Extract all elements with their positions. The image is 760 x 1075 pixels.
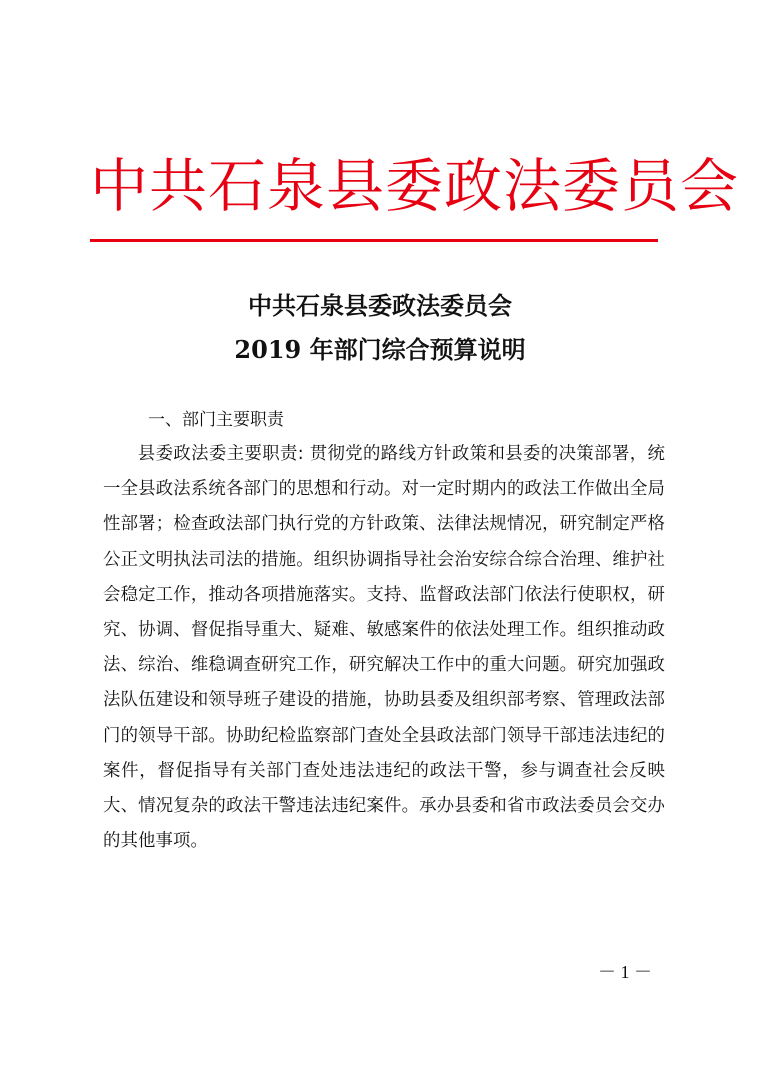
document-title-line-2: 2019 年部门综合预算说明 xyxy=(234,335,526,364)
red-divider-line xyxy=(90,239,658,242)
red-header-title: 中共石泉县委政法委员会 xyxy=(90,152,740,220)
document-title-line-1: 中共石泉县委政法委员会 xyxy=(248,291,512,320)
section-body-paragraph: 县委政法委主要职责: 贯彻党的路线方针政策和县委的决策部署，统一全县政法系统各部门的思想和行动。对一定时期内的政法工作做出全局性部署；检查政法部门执行党的方针政策、法律法规情况，研究制定严格公正文明执法司法的措施。组织协调指导社会治安综合综合治理、维护社会稳定工作，推动各项措施落实。支持、监督政法部门依法行使职权，研究、协调、督促指导重大、疑难、敏感案件的依法处理工作。组织推动政法、综治、维稳调查研究工作，研究解决工作中的重大问题。研究加强政法队伍建设和领导班子建设的措施，协助县委及组织部考察、管理政法部门的领导干部。协助纪检监察部门查处全县政法部门领导干部违法违纪的案件，督促指导有关部门查处违法违纪的政法干警，参与调查社会反映大、情况复杂的政法干警违法违纪案件。承办县委和省市政法委员会交办的其他事项。 xyxy=(103,444,665,852)
section-heading: 一、部门主要职责 xyxy=(148,410,284,430)
page-number: － 1 － xyxy=(598,962,652,982)
